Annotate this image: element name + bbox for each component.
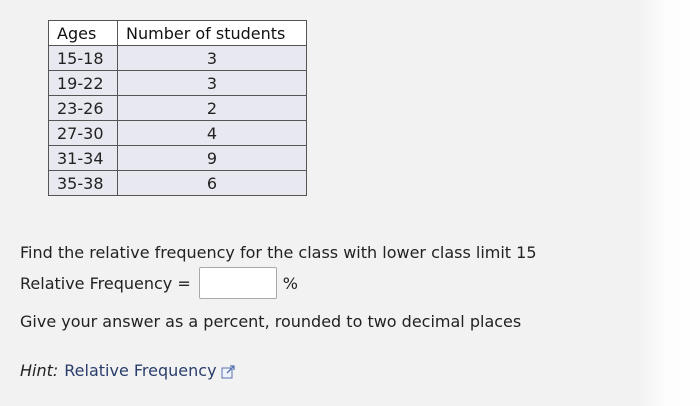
relative-frequency-input[interactable] — [199, 267, 277, 299]
count-cell: 3 — [118, 46, 307, 71]
relative-frequency-label: Relative Frequency = — [20, 273, 191, 293]
answer-row — [20, 266, 298, 300]
age-cell: 19-22 — [49, 71, 118, 96]
hint-label: Hint: — [20, 361, 59, 380]
table-row — [49, 146, 307, 171]
screen-glare — [640, 0, 700, 406]
table-row — [49, 121, 307, 146]
table-row — [49, 46, 307, 71]
count-cell: 2 — [118, 96, 307, 121]
table-row — [49, 171, 307, 196]
count-cell: 3 — [118, 71, 307, 96]
age-cell: 27-30 — [49, 121, 118, 146]
table-header-row — [49, 21, 307, 46]
header-number-of-students: Number of students — [118, 21, 307, 46]
frequency-table — [48, 20, 307, 196]
count-cell: 6 — [118, 171, 307, 196]
age-cell: 31-34 — [49, 146, 118, 171]
percent-unit: % — [282, 273, 298, 293]
external-link-icon[interactable] — [221, 364, 235, 378]
age-cell: 15-18 — [49, 46, 118, 71]
hint-row — [20, 361, 235, 380]
age-cell: 35-38 — [49, 171, 118, 196]
answer-instructions: Give your answer as a percent, rounded to two decimal places — [20, 312, 522, 331]
count-cell: 4 — [118, 121, 307, 146]
relative-frequency-hint-link[interactable]: Relative Frequency — [64, 361, 217, 380]
age-cell: 23-26 — [49, 96, 118, 121]
table-row — [49, 96, 307, 121]
question-prompt: Find the relative frequency for the class with lower class limit 15 — [20, 243, 537, 262]
table-row — [49, 71, 307, 96]
count-cell: 9 — [118, 146, 307, 171]
header-ages: Ages — [49, 21, 118, 46]
